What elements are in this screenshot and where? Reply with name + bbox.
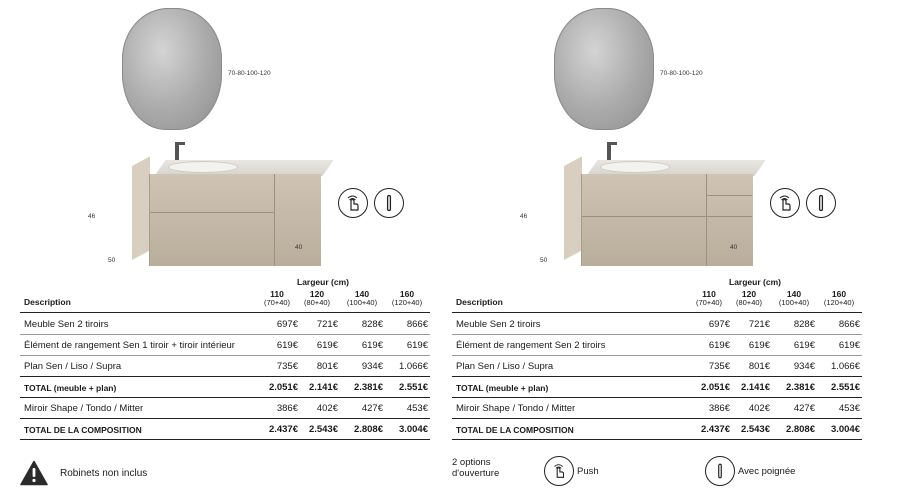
price-cell: 402€ — [748, 403, 770, 414]
height-label: 46 — [520, 213, 528, 220]
handle-icon — [705, 456, 735, 486]
price-cell: 2.808€ — [785, 424, 815, 435]
price-cell: 697€ — [708, 319, 730, 330]
side-width-label: 40 — [730, 244, 738, 251]
price-cell: 3.004€ — [398, 424, 428, 435]
row-description: Miroir Shape / Tondo / Mitter — [456, 403, 576, 414]
column-header: 140 (100+40) — [778, 289, 810, 307]
table-row — [20, 377, 430, 398]
drawer-divider-vertical — [274, 174, 275, 266]
price-cell: 735€ — [276, 361, 298, 372]
push-option — [544, 456, 599, 486]
faucet-image — [175, 142, 179, 160]
price-cell: 2.381€ — [353, 382, 383, 393]
price-cell: 2.543€ — [740, 424, 770, 435]
vanity-illustration-left — [20, 0, 440, 272]
opening-options-label — [452, 458, 532, 480]
price-cell: 2.543€ — [308, 424, 338, 435]
opening-options-icons — [770, 188, 836, 218]
price-cell: 2.551€ — [830, 382, 860, 393]
price-cell: 801€ — [316, 361, 338, 372]
table-row — [452, 356, 862, 377]
price-cell: 2.051€ — [700, 382, 730, 393]
price-cell: 1.066€ — [398, 361, 428, 372]
table-row — [20, 419, 430, 440]
push-open-icon — [770, 188, 800, 218]
side-width-label: 40 — [295, 244, 303, 251]
price-cell: 3.004€ — [830, 424, 860, 435]
price-cell: 2.381€ — [785, 382, 815, 393]
depth-label: 50 — [108, 257, 116, 264]
price-cell: 619€ — [793, 340, 815, 351]
mirror-sizes-label: 70-80-100-120 — [228, 70, 271, 77]
column-header: 110 (70+40) — [695, 289, 723, 307]
price-cell: 828€ — [793, 319, 815, 330]
price-cell: 2.437€ — [268, 424, 298, 435]
price-cell: 2.141€ — [740, 382, 770, 393]
price-cell: 619€ — [708, 340, 730, 351]
price-cell: 2.051€ — [268, 382, 298, 393]
largeur-label: Largeur (cm) — [729, 277, 781, 287]
warning-triangle-icon — [20, 460, 48, 486]
mirror-image — [554, 8, 654, 130]
depth-label: 50 — [540, 257, 548, 264]
row-description: Élément de rangement Sen 1 tiroir + tiroir intérieur — [24, 340, 235, 351]
handle-icon — [374, 188, 404, 218]
footer-options — [452, 456, 872, 488]
row-description: Plan Sen / Liso / Supra — [24, 361, 122, 372]
price-cell: 386€ — [708, 403, 730, 414]
row-description: TOTAL DE LA COMPOSITION — [456, 425, 574, 435]
column-header: 160 (120+40) — [823, 289, 855, 307]
row-description: TOTAL (meuble + plan) — [24, 383, 117, 393]
price-cell: 427€ — [793, 403, 815, 414]
push-open-icon — [338, 188, 368, 218]
table-row — [20, 356, 430, 377]
price-cell: 2.808€ — [353, 424, 383, 435]
table-row — [452, 377, 862, 398]
drawer-divider-small — [706, 195, 752, 196]
warning-text: Robinets non inclus — [60, 467, 148, 479]
cabinet-side — [564, 156, 582, 260]
price-cell: 934€ — [361, 361, 383, 372]
price-cell: 402€ — [316, 403, 338, 414]
options-label-line2: d'ouverture — [452, 467, 500, 479]
price-cell: 2.437€ — [700, 424, 730, 435]
description-header: Description — [24, 297, 71, 307]
price-cell: 619€ — [748, 340, 770, 351]
price-cell: 619€ — [838, 340, 860, 351]
faucet-image — [607, 142, 611, 160]
price-cell: 453€ — [838, 403, 860, 414]
price-cell: 619€ — [406, 340, 428, 351]
column-header: 120 (80+40) — [735, 289, 763, 307]
table-row — [20, 398, 430, 419]
mirror-sizes-label: 70-80-100-120 — [660, 70, 703, 77]
price-cell: 2.141€ — [308, 382, 338, 393]
column-header: 110 (70+40) — [263, 289, 291, 307]
row-description: Meuble Sen 2 tiroirs — [456, 319, 541, 330]
cabinet-image — [581, 174, 753, 266]
price-cell: 801€ — [748, 361, 770, 372]
row-description: Élément de rangement Sen 2 tiroirs — [456, 340, 606, 351]
mirror-image — [122, 8, 222, 130]
price-cell: 934€ — [793, 361, 815, 372]
price-cell: 866€ — [406, 319, 428, 330]
price-cell: 828€ — [361, 319, 383, 330]
handle-option — [705, 456, 795, 486]
panel-left — [20, 0, 440, 489]
price-cell: 866€ — [838, 319, 860, 330]
row-description: Miroir Shape / Tondo / Mitter — [24, 403, 144, 414]
row-description: Plan Sen / Liso / Supra — [456, 361, 554, 372]
table-row — [452, 335, 862, 356]
handle-icon — [806, 188, 836, 218]
footer-warning — [20, 460, 147, 486]
price-cell: 697€ — [276, 319, 298, 330]
price-cell: 721€ — [316, 319, 338, 330]
drawer-divider-vertical — [706, 174, 707, 266]
vanity-illustration-right — [452, 0, 872, 272]
price-cell: 619€ — [316, 340, 338, 351]
price-cell: 619€ — [361, 340, 383, 351]
table-row — [452, 398, 862, 419]
price-cell: 386€ — [276, 403, 298, 414]
price-cell: 2.551€ — [398, 382, 428, 393]
cabinet-side — [132, 156, 150, 260]
table-row — [452, 419, 862, 440]
cabinet-image — [149, 174, 321, 266]
price-cell: 735€ — [708, 361, 730, 372]
options-label-line1: 2 options — [452, 457, 491, 468]
column-header: 160 (120+40) — [391, 289, 423, 307]
price-cell: 721€ — [748, 319, 770, 330]
column-header: 140 (100+40) — [346, 289, 378, 307]
table-row — [20, 314, 430, 335]
opening-options-icons — [338, 188, 404, 218]
table-header — [20, 289, 430, 313]
drawer-divider — [150, 212, 274, 213]
sink-image — [600, 161, 670, 173]
table-row — [452, 314, 862, 335]
row-description: TOTAL (meuble + plan) — [456, 383, 549, 393]
push-label: Push — [577, 465, 599, 477]
price-cell: 619€ — [276, 340, 298, 351]
description-header: Description — [456, 297, 503, 307]
column-header: 120 (80+40) — [303, 289, 331, 307]
row-description: Meuble Sen 2 tiroirs — [24, 319, 109, 330]
largeur-label: Largeur (cm) — [297, 277, 349, 287]
row-description: TOTAL DE LA COMPOSITION — [24, 425, 142, 435]
panel-right — [452, 0, 872, 489]
table-header — [452, 289, 862, 313]
height-label: 46 — [88, 213, 96, 220]
price-cell: 427€ — [361, 403, 383, 414]
handle-label: Avec poignée — [738, 465, 796, 477]
drawer-divider — [582, 216, 752, 217]
price-cell: 453€ — [406, 403, 428, 414]
price-cell: 1.066€ — [830, 361, 860, 372]
push-open-icon — [544, 456, 574, 486]
sink-image — [168, 161, 238, 173]
table-row — [20, 335, 430, 356]
